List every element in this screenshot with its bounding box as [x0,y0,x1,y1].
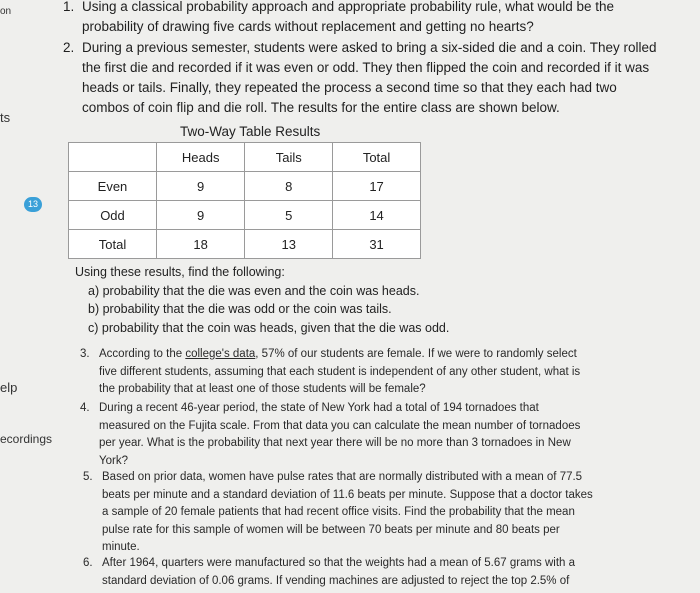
question-text-line: measured on the Fujita scale. From that data you can calculate the mean number of tornadoes [99,419,581,432]
question-text-line: the probability that at least one of those students will be female? [99,383,426,395]
table-header-cell [69,143,157,172]
notification-badge: 13 [24,197,42,212]
question-text-line: standard deviation of 0.06 grams. If vending machines are adjusted to reject the top 2.5% of [102,574,570,587]
question-number: 3. [80,348,90,360]
question-text-line: Using a classical probability approach and appropriate probability rule, what would be the [82,0,615,14]
table-cell: Total [69,230,157,259]
table-row [69,201,421,230]
college-data-link[interactable]: college's data [185,348,256,360]
question-number: 4. [80,402,90,414]
table-cell: 14 [333,201,421,230]
table-header-row [69,143,421,172]
question-number: 2. [63,40,75,55]
table-cell: Even [69,172,157,201]
question-text-line: per year. What is the probability that next year there will be no more than 3 tornadoes in New [99,437,571,449]
question-text-line: the first die and recorded if it was even or odd. They then flipped the coin and recorded if it was [82,60,650,75]
table-row [69,230,421,259]
question-text-line: combos of coin flip and die roll. The results for the entire class are shown below. [82,100,560,115]
question-text: According to the [99,348,186,360]
question-text-line: a sample of 20 female patients that had recent office visits. Find the probability that the mean [102,506,575,518]
table-cell: 8 [245,172,333,201]
table-row [69,172,421,201]
question-text-line: After 1964, quarters were manufactured so that the weights had a mean of 5.67 grams with a [102,557,576,569]
table-cell: 5 [245,201,333,230]
table-cell: 13 [245,230,333,259]
parts-intro: Using these results, find the following: [75,265,285,279]
part-c: c) probability that the coin was heads, given that the die was odd. [88,321,450,335]
table-header-cell: Tails [245,143,333,172]
question-text-line: five different students, assuming that each student is independent of any other student, what is [99,365,581,378]
question-text-line: minute. [102,541,140,553]
question-text-line: pulse rate for this sample of women will be between 70 beats per minute and 80 beats per [102,523,560,536]
question-text-line: During a previous semester, students were asked to bring a six-sided die and a coin. They rolled [82,40,657,55]
table-cell: Odd [69,201,157,230]
sidebar-fragment-help[interactable]: elp [0,380,18,395]
table-cell: 18 [156,230,244,259]
table-header-cell: Heads [156,143,244,172]
sidebar-fragment-2[interactable]: ts [0,110,11,125]
table-caption: Two-Way Table Results [180,124,321,139]
question-text-line: York? [99,454,128,467]
table-cell: 31 [333,230,421,259]
table-cell: 9 [156,172,244,201]
sidebar-fragment-1[interactable]: on [0,6,12,17]
question-text: , 57% of our students are female. If we were to randomly select [255,348,577,360]
question-number: 5. [83,471,93,483]
part-b: b) probability that the die was odd or the coin was tails. [88,302,392,316]
question-text-line [99,346,577,364]
question-number: 6. [83,557,93,569]
sidebar-fragment-recordings[interactable]: ecordings [0,432,53,446]
two-way-table [68,142,421,259]
question-text-line: beats per minute and a standard deviation of 11.6 beats per minute. Suppose that a doctor takes [102,488,593,501]
question-text-line: probability of drawing five cards without replacement and getting no hearts? [82,19,534,34]
question-number: 1. [63,0,75,14]
question-text-line: During a recent 46-year period, the state of New York had a total of 194 tornadoes that [99,402,539,414]
table-cell: 9 [156,201,244,230]
part-a: a) probability that the die was even and the coin was heads. [88,284,420,298]
table-header-cell: Total [333,143,421,172]
table-cell: 17 [333,172,421,201]
question-text-line: heads or tails. Finally, they repeated the process a second time so that they each had two [82,80,617,95]
question-text-line: Based on prior data, women have pulse rates that are normally distributed with a mean of 77.5 [102,471,583,483]
